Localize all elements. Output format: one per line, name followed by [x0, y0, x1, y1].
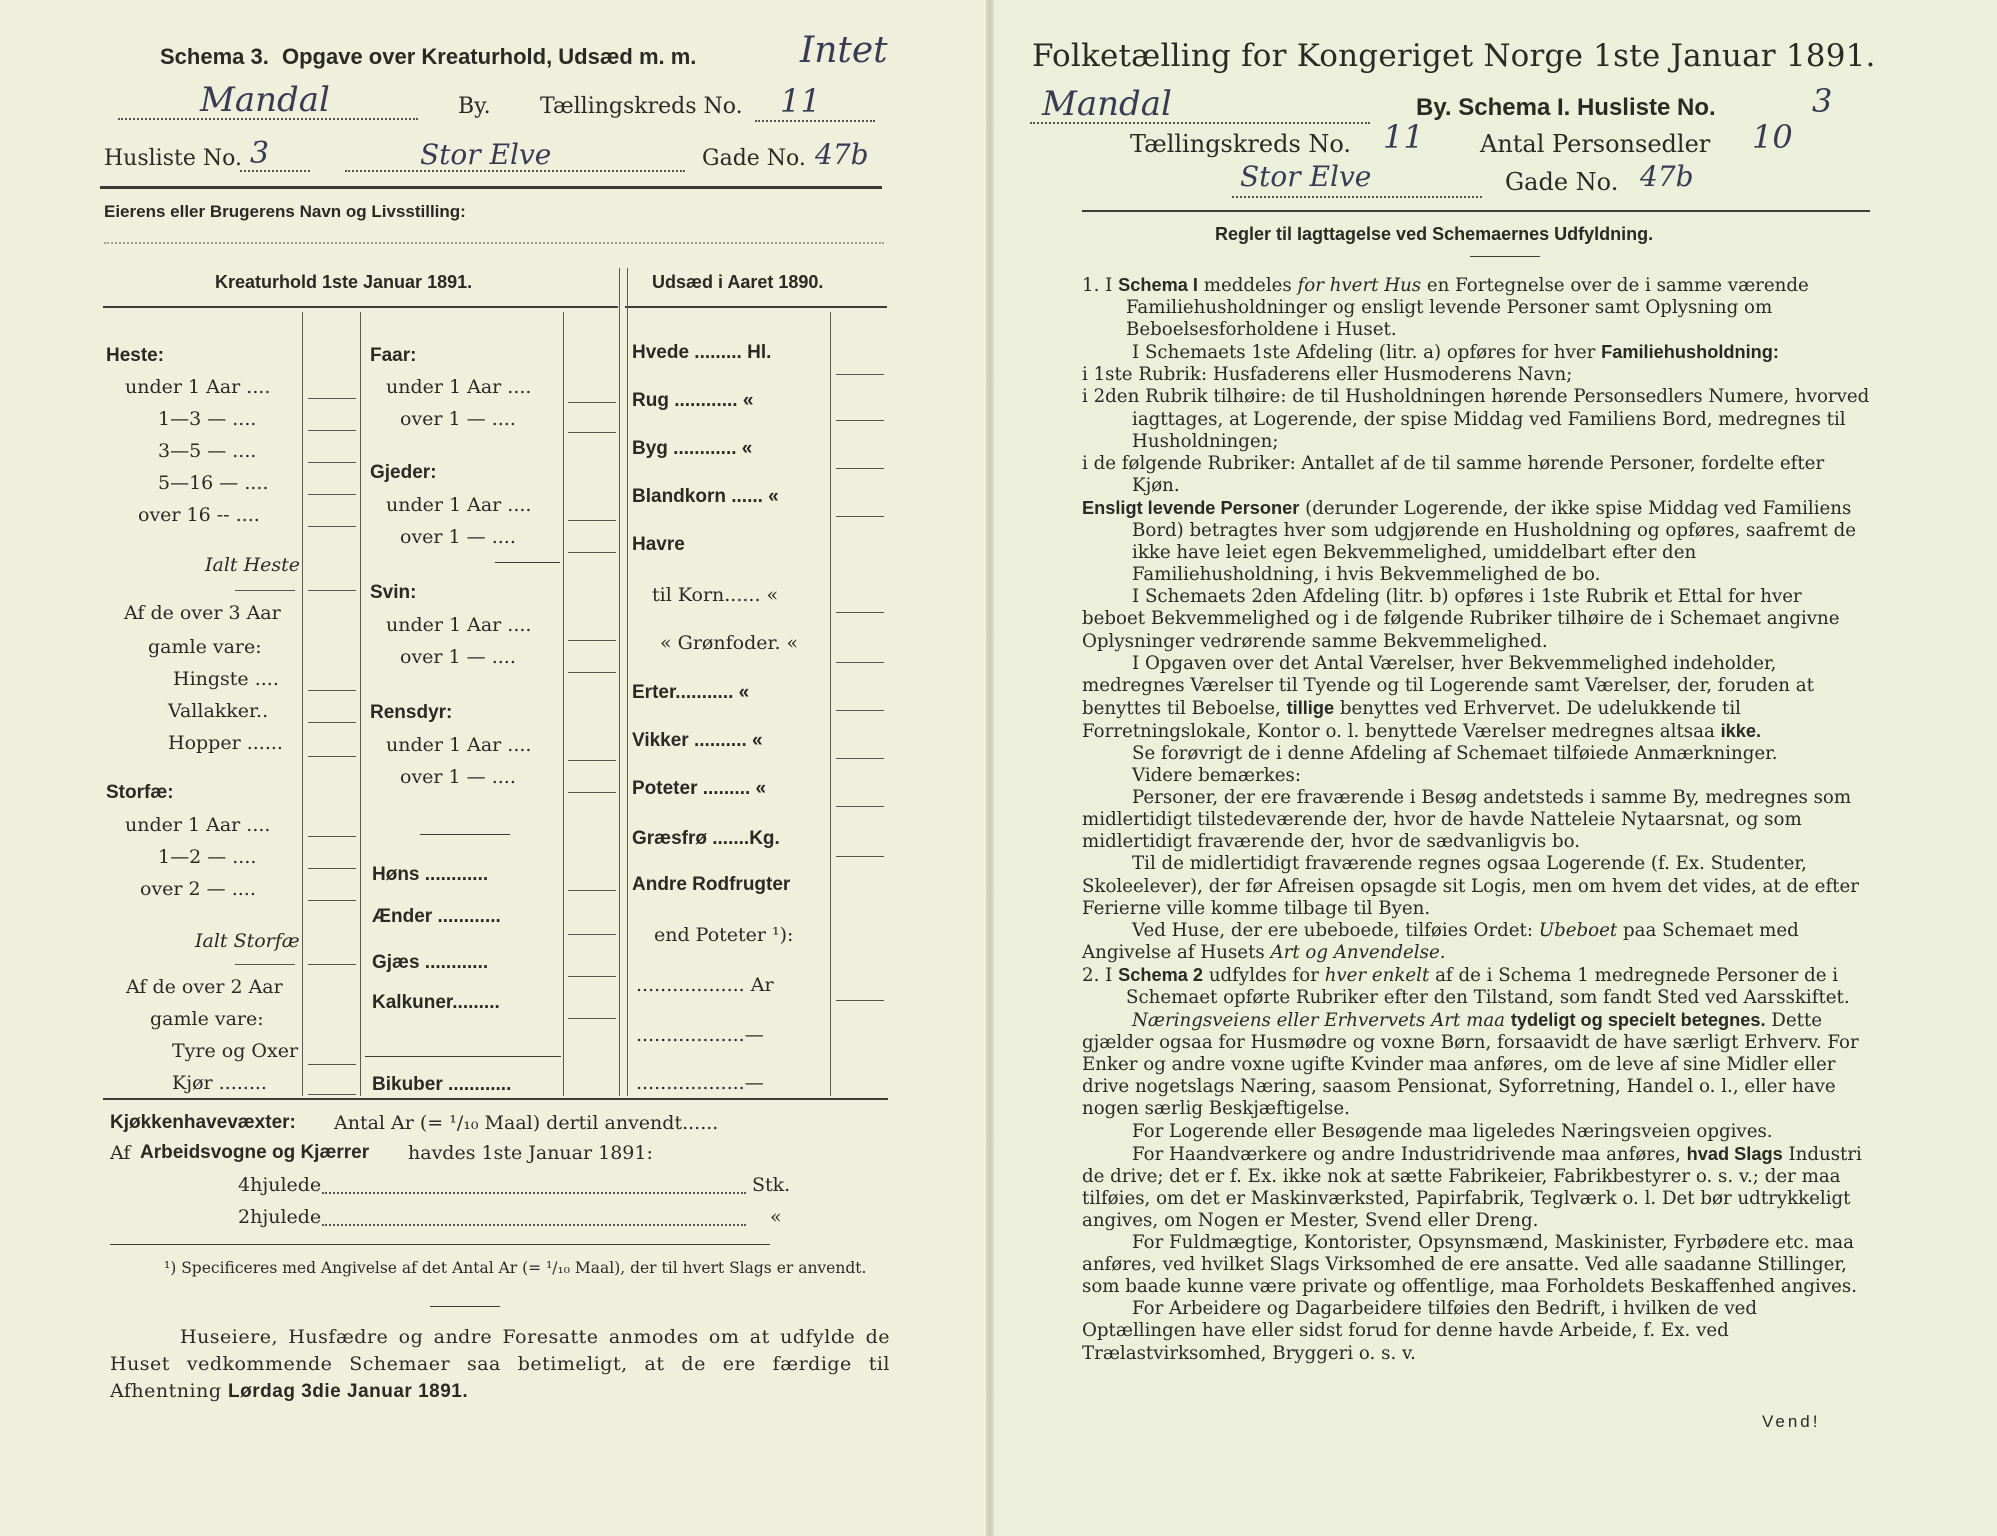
hopper-value [308, 756, 356, 757]
ar-line: .................. Ar [636, 974, 774, 996]
hjul4-unit: Stk. [752, 1174, 791, 1196]
kjor-value [308, 1094, 356, 1095]
heste-row-4-value [308, 526, 356, 527]
kreatur-header-rule [103, 306, 618, 308]
page-fold [986, 0, 994, 1536]
form-title: Opgave over Kreaturhold, Udsæd m. m. [282, 44, 697, 69]
kreds-handwritten: 11 [780, 82, 821, 120]
rug-value [836, 420, 884, 421]
svin-label: Svin: [370, 582, 417, 603]
rug-label: Rug ............ « [632, 390, 754, 411]
street-handwritten: Stor Elve [420, 138, 552, 171]
storfae-row-2-value [308, 900, 356, 901]
vend-label: Vend! [1762, 1412, 1821, 1431]
gjeder-total-rule [495, 562, 560, 563]
husliste-label: Husliste No. [104, 146, 242, 171]
gjaes-label: Gjæs ............ [372, 952, 489, 973]
aender-value [568, 934, 616, 935]
kreds-line [755, 120, 875, 122]
havre-label: Havre [632, 534, 685, 555]
gjeder-label: Gjeder: [370, 462, 437, 483]
schema-number: Schema 3. [160, 44, 269, 69]
svin-row-0-value [568, 640, 616, 641]
gjeder-row-0-value [568, 520, 616, 521]
census-title: Folketælling for Kongeriget Norge 1ste Januar 1891. [1032, 38, 1876, 74]
faar-row-0-value [568, 402, 616, 403]
footnote-rule [110, 1244, 770, 1245]
kjokken-text: Antal Ar (= ¹/₁₀ Maal) dertil anvendt...... [334, 1112, 719, 1134]
byg-label: Byg ............ « [632, 438, 753, 459]
footnote: ¹) Specificeres med Angivelse af det Antal Ar (= ¹/₁₀ Maal), der til hvert Slags er anvendt. [164, 1259, 867, 1277]
heste-row-3-value [308, 494, 356, 495]
heste-row-2-value [308, 462, 356, 463]
svin-row-1: over 1 — .... [400, 646, 516, 668]
hjul4-line [322, 1192, 746, 1194]
husliste-line [240, 170, 310, 172]
ialt-heste-label: Ialt Heste [205, 554, 301, 576]
end-poteter-label: end Poteter ¹): [654, 924, 794, 946]
rensdyr-row-0-value [568, 760, 616, 761]
graesfro-label: Græsfrø .......Kg. [632, 828, 780, 849]
rensdyr-row-1-value [568, 792, 616, 793]
right-antal-handwritten: 10 [1752, 118, 1793, 156]
notice-text: Huseiere, Husfædre og andre Foresatte anmodes om at udfylde de Huset vedkommende Schemaer saa betimeligt, at de ere færdige til Afhentning [110, 1326, 890, 1402]
handwritten-status: Intet [800, 30, 888, 71]
blandkorn-label: Blandkorn ...... « [632, 486, 779, 507]
hons-value [568, 890, 616, 891]
right-kreds-handwritten: 11 [1383, 118, 1424, 156]
heste-row-3: 5—16 — .... [158, 472, 269, 494]
byg-value [836, 468, 884, 469]
faar-row-1: over 1 — .... [400, 408, 516, 430]
header-rule [100, 186, 882, 189]
faar-row-0: under 1 Aar .... [386, 376, 532, 398]
notice-rule [430, 1306, 500, 1307]
hingste-value [308, 690, 356, 691]
section-udsaed: Udsæd i Aaret 1890. [652, 272, 824, 292]
storfae-row-0: under 1 Aar .... [125, 814, 271, 836]
erter-label: Erter........... « [632, 682, 750, 703]
town-handwritten: Mandal [200, 80, 330, 120]
right-town-line [1030, 122, 1370, 124]
kjor-label: Kjør ........ [172, 1072, 267, 1094]
heste-row-1-value [308, 430, 356, 431]
hjul2-line [322, 1224, 746, 1226]
heste-row-0: under 1 Aar .... [125, 376, 271, 398]
col2-value-divider [563, 312, 564, 1096]
gamle-vare-label: gamle vare: [148, 636, 262, 658]
vikker-value [836, 758, 884, 759]
rensdyr-row-1: over 1 — .... [400, 766, 516, 788]
col2-separator [420, 834, 510, 835]
storfae-row-1-value [308, 868, 356, 869]
vallakker-label: Vallakker.. [168, 700, 269, 722]
rensdyr-label: Rensdyr: [370, 702, 453, 723]
faar-label: Faar: [370, 345, 417, 366]
heste-row-2: 3—5 — .... [158, 440, 257, 462]
right-line1: By. Schema I. Husliste No. [1416, 94, 1716, 121]
gjaes-value [568, 976, 616, 977]
blandkorn-value [836, 516, 884, 517]
ialt-storfae-rule [235, 964, 295, 965]
bikuber-top-rule [365, 1056, 561, 1057]
rules-title-rule [1470, 256, 1540, 257]
right-header-rule [1082, 210, 1870, 212]
gade-label: Gade No. [702, 146, 806, 171]
ar-line-value [836, 1000, 884, 1001]
section-divider-2 [627, 268, 628, 1096]
hjul2-label: 2hjulede [238, 1206, 322, 1228]
arbeid-bold: Arbeidsvogne og Kjærrer [140, 1142, 370, 1163]
kalkuner-value [568, 1018, 616, 1019]
arbeid-prefix: Af [110, 1142, 131, 1164]
storfae-row-1: 1—2 — .... [158, 846, 257, 868]
hvede-value [836, 374, 884, 375]
dash-line-2: ..................— [636, 1072, 764, 1094]
graesfro-value [836, 856, 884, 857]
right-gade-label: Gade No. [1505, 168, 1619, 196]
right-husliste-handwritten: 3 [1812, 82, 1833, 120]
ialt-heste-value [308, 590, 356, 591]
right-antal-label: Antal Personsedler [1480, 130, 1711, 158]
right-street-handwritten: Stor Elve [1240, 160, 1372, 193]
hopper-label: Hopper ...... [168, 732, 283, 754]
erter-value [836, 710, 884, 711]
notice-date: Lørdag 3die Januar 1891. [228, 1381, 469, 1402]
right-street-line [1232, 196, 1482, 198]
heste-row-1: 1—3 — .... [158, 408, 257, 430]
storfae-row-0-value [308, 836, 356, 837]
gjeder-row-1: over 1 — .... [400, 526, 516, 548]
by-label: By. [458, 94, 491, 119]
section-divider [619, 268, 620, 1096]
husliste-handwritten: 3 [250, 136, 270, 171]
ialt-storfae-value [308, 964, 356, 965]
col3-value-divider [830, 312, 831, 1096]
gjeder-row-1-value [568, 552, 616, 553]
poteter-label: Poteter ......... « [632, 778, 767, 799]
hvede-label: Hvede ......... Hl. [632, 342, 772, 363]
svin-row-0: under 1 Aar .... [386, 614, 532, 636]
gronfoder-value [836, 662, 884, 663]
table-bottom-rule [103, 1098, 888, 1100]
heste-label: Heste: [106, 345, 165, 366]
right-kreds-label: Tællingskreds No. [1130, 130, 1352, 158]
hons-label: Høns ............ [372, 864, 489, 885]
ialt-storfae-label: Ialt Storfæ [195, 930, 300, 952]
poteter-value [836, 806, 884, 807]
kreds-label: Tællingskreds No. [540, 94, 743, 119]
gamle-vare2-label: gamle vare: [150, 1008, 264, 1030]
arbeid-text: havdes 1ste Januar 1891: [408, 1142, 653, 1164]
aender-label: Ænder ............ [372, 906, 501, 927]
storfae-row-2: over 2 — .... [140, 878, 256, 900]
faar-row-1-value [568, 432, 616, 433]
heste-row-0-value [308, 398, 356, 399]
til-korn-value [836, 612, 884, 613]
af-over2-label: Af de over 2 Aar [126, 976, 283, 998]
andre-rodfrugter-label: Andre Rodfrugter [632, 874, 791, 895]
kjokken-label: Kjøkkenhavevæxter: [110, 1112, 296, 1133]
til-korn-label: til Korn...... « [652, 584, 779, 606]
section-kreaturhold: Kreaturhold 1ste Januar 1891. [215, 272, 473, 292]
col1-value-divider [302, 312, 303, 1096]
right-gade-handwritten: 47b [1640, 160, 1694, 193]
hingste-label: Hingste .... [173, 668, 279, 690]
hjul4-label: 4hjulede [238, 1174, 322, 1196]
right-town-handwritten: Mandal [1042, 84, 1172, 124]
rules-title: Regler til Iagttagelse ved Schemaernes Udfyldning. [1215, 224, 1654, 244]
udsaed-header-rule [625, 306, 887, 308]
vikker-label: Vikker .......... « [632, 730, 763, 751]
gronfoder-label: « Grønfoder. « [660, 632, 799, 654]
col1-right-border [360, 312, 361, 1096]
gade-handwritten: 47b [815, 138, 869, 171]
kalkuner-label: Kalkuner......... [372, 992, 500, 1013]
rules-body: 1. I Schema I meddeles for hvert Hus en Fortegnelse over de i samme værende Familiehusholdninger og ensligt levende Personer samt Oplysning om Beboelsesforholdene i Huset. I Schemaets 1ste Afdeling (litr. a) opføres for hver Familiehusholdning: i 1ste Rubrik: Husfaderens eller Husmoderens Navn; i 2den Rubrik tilhøire: de til Husholdningen hørende Personsedlers Numere, hvorved iagttages, at Logerende, der spise Middag ved Familiens Bord, medregnes til Husholdningen; i de følgende Rubriker: Antallet af de til samme hørende Personer, fordelte efter Kjøn. Ensligt levende Personer (derunder Logerende, der ikke spise Middag ved Familiens Bord) betragtes hver som udgjørende en Husholdning og opføres, saafremt de ikke have leiet egen Bekvemmelighed, umiddelbart efter den Familiehusholdning, i hvis Bekvemmelighed de bo. I Schemaets 2den Afdeling (litr. b) opføres i 1ste Rubrik et Ettal for hver beboet Bekvemmelighed og i de følgende Rubriker tilhøire de i Schemaet angivne Oplysninger vedrørende samme Bekvemmelighed. I Opgaven over det Antal Værelser, hver Bekvemmelighed indeholder, medregnes Værelser til Tyende og til Logerende samt Værelser, der, foruden at benyttes til Beboelse, tillige benyttes ved Erhvervet. De udelukkende til Forretningslokale, Kontor o. l. benyttede Værelser medregnes altsaa ikke. Se forøvrigt de i denne Afdeling af Schemaet tilføiede Anmærkninger. Videre bemærkes: Personer, der ere fraværende i Besøg andetsteds i samme By, medregnes som midlertidigt tilstedeværende der, hvor de havde Natteleie Nytaarsnat, og som midlertidigt fraværende der, hvor de sædvanligvis bo. Til de midlertidigt fraværende regnes ogsaa Logerende (f. Ex. Studenter, Skoleelever), der før Afreisen opsagde sit Logis, men om hvem det vides, at de efter Ferierne ville komme tilbage til Byen. Ved Huse, der ere ubeboede, tilføies Ordet: Ubeboet paa Schemaet med Angivelse af Husets Art og Anvendelse. 2. I Schema 2 udfyldes for hver enkelt af de i Schema 1 medregnede Personer de i Schemaet opførte Rubriker efter den Tilstand, som fandt Sted ved Aarsskiftet. Næringsveiens eller Erhvervets Art maa tydeligt og specielt betegnes. Dette gjælder ogsaa for Husmødre og voxne Børn, forsaavidt de have særligt Erhverv. For Enker og andre voxne ugifte Kvinder maa anføres, om de leve af sine Midler eller drive nogetslags Næring, saasom Pensionat, Syforretning, Handel o. l., eller have nogen særlig Beskjæftigelse. For Logerende eller Besøgende maa ligeledes Næringsveien opgives. For Haandværkere og andre Industridrivende maa anføres, hvad Slags Industri de drive; det er f. Ex. ikke nok at sætte Fabrikeier, Fabrikbestyrer o. s. v.; der maa tilføies, om det er Maskinværksted, Papirfabrik, Teglværk o. l. Det bør udtrykkeligt angives, om Nogen er Mester, Svend eller Dreng. For Fuldmægtige, Kontorister, Opsynsmænd, Maskinister, Fyrbødere etc. maa anføres, ved hvilket Slags Virksomhed de ere ansatte. Ved alle saadanne Stillinger, som baade kunne være private og offentlige, maa Forholdets Beskaffenhed angives. For Arbeidere og Dagarbeidere tilføies den Bedrift, i hvilken de ved Optællingen have eller sidst forud for denne havde Arbeide, f. Ex. ved Trælastvirksomhed, Bryggeri o. s. v. [1082, 275, 1870, 1364]
tyre-label: Tyre og Oxer [172, 1040, 299, 1062]
owner-line [104, 242, 884, 244]
svin-row-1-value [568, 672, 616, 673]
rensdyr-row-0: under 1 Aar .... [386, 734, 532, 756]
ialt-heste-rule [235, 590, 295, 591]
owner-label: Eierens eller Brugerens Navn og Livsstilling: [104, 202, 466, 221]
notice-paragraph [110, 1324, 890, 1405]
hjul2-unit: « [770, 1206, 782, 1228]
heste-row-4: over 16 -- .... [138, 504, 260, 526]
street-line [345, 170, 685, 172]
gjeder-row-0: under 1 Aar .... [386, 494, 532, 516]
tyre-value [308, 1064, 356, 1065]
dash-line-1: ..................— [636, 1024, 764, 1046]
vallakker-value [308, 722, 356, 723]
bikuber-label: Bikuber ............ [372, 1074, 512, 1095]
storfae-label: Storfæ: [106, 782, 174, 803]
af-over3-label: Af de over 3 Aar [124, 602, 281, 624]
